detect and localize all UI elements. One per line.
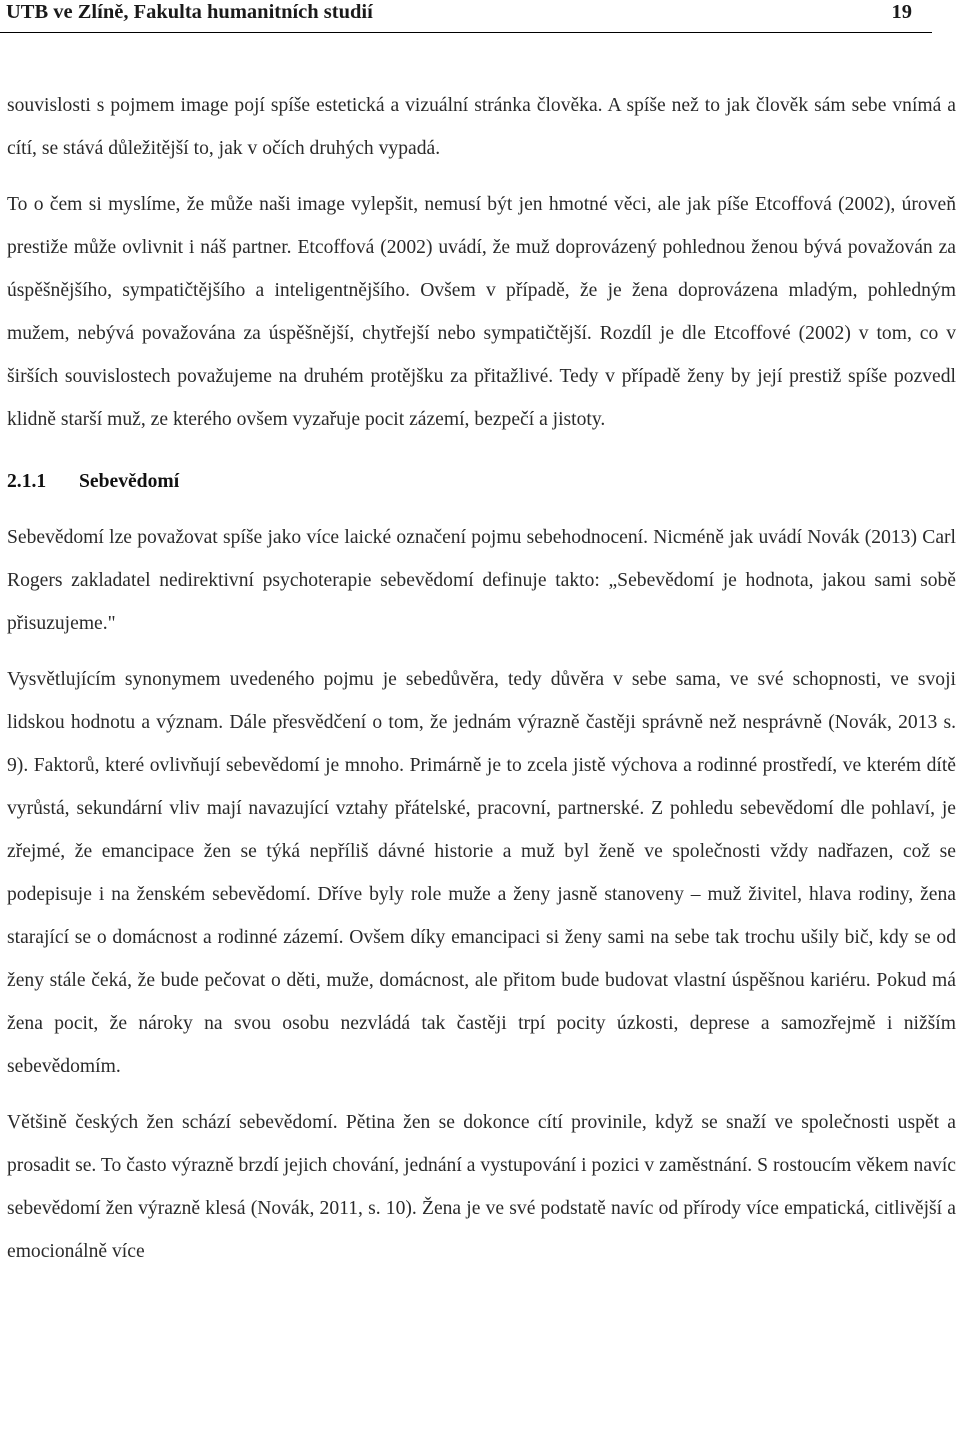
document-body — [7, 84, 956, 1273]
paragraph-2: To o čem si myslíme, že může naši image vylepšit, nemusí být jen hmotné věci, ale jak píše Etcoffová (2002), úroveň prestiže může ovlivnit i náš partner. Etcoffová (2002) uvádí, že muž doprovázený pohlednou ženou bývá považován za úspěšnějšího, sympatičtějšího a inteligentnějšího. Ovšem v případě, že je žena doprovázena mladým, pohledným mužem, nebývá považována za úspěšnější, chytřejší nebo sympatičtější. Rozdíl je dle Etcoffové (2002) v tom, co v širších souvislostech považujeme na druhém protějšku za přitažlivé. Tedy v případě ženy by její prestiž spíše pozvedl klidně starší muž, ze kterého ovšem vyzařuje pocit zázemí, bezpečí a jistoty. — [7, 194, 956, 430]
header-title: UTB ve Zlíně, Fakulta humanitních studií — [6, 1, 373, 23]
paragraph-1: souvislosti s pojmem image pojí spíše estetická a vizuální stránka člověka. A spíše než to jak člověk sám sebe vnímá a cítí, se stává důležitější to, jak v očích druhých vypadá. — [7, 95, 956, 159]
section-title: Sebevědomí — [79, 471, 180, 492]
section-number: 2.1.1 — [7, 471, 47, 492]
paragraph-4: Vysvětlujícím synonymem uvedeného pojmu je sebedůvěra, tedy důvěra v sebe sama, ve své schopnosti, ve svoji lidskou hodnotu a význam. Dále přesvědčení o tom, že jednám výrazně častěji správně než nesprávně (Novák, 2013 s. 9). Faktorů, které ovlivňují sebevědomí je mnoho. Primárně je to zcela jistě výchova a rodinné prostředí, ve kterém dítě vyrůstá, sekundární vliv mají navazující vztahy přátelské, pracovní, partnerské. Z pohledu sebevědomí dle pohlaví, je zřejmé, že emancipace žen se týká nepříliš dávné historie a muž byl ženě ve společnosti vždy nadřazen, což se podepisuje i na ženském sebevědomí. Dříve byly role muže a ženy jasně stanoveny – muž živitel, hlava rodiny, žena starající se o domácnost a rodinné zázemí. Ovšem díky emancipaci si ženy sami na sebe tak trochu ušily bič, kdy se od ženy stále čeká, že bude pečovat o děti, muže, domácnost, ale přitom bude budovat vlastní úspěšnou kariéru. Pokud má žena pocit, že nároky na svou osobu nezvládá tak častěji trpí pocity úzkosti, deprese a samozřejmě i nižším sebevědomím. — [7, 669, 956, 1077]
paragraph-5: Většině českých žen schází sebevědomí. Pětina žen se dokonce cítí provinile, když se snaží ve společnosti uspět a prosadit se. To často výrazně brzdí jejich chování, jednání a vystupování i pozici v zaměstnání. S rostoucím věkem navíc sebevědomí žen výrazně klesá (Novák, 2011, s. 10). Žena je ve své podstatě navíc od přírody více empatická, citlivější a emocionálně více — [7, 1112, 956, 1262]
section-heading — [7, 460, 956, 503]
page-header — [0, 0, 932, 33]
page-number: 19 — [891, 1, 912, 23]
paragraph-3: Sebevědomí lze považovat spíše jako více laické označení pojmu sebehodnocení. Nicméně jak uvádí Novák (2013) Carl Rogers zakladatel nedirektivní psychoterapie sebevědomí definuje takto: „Sebevědomí je hodnota, jakou sami sobě přisuzujeme." — [7, 527, 956, 634]
